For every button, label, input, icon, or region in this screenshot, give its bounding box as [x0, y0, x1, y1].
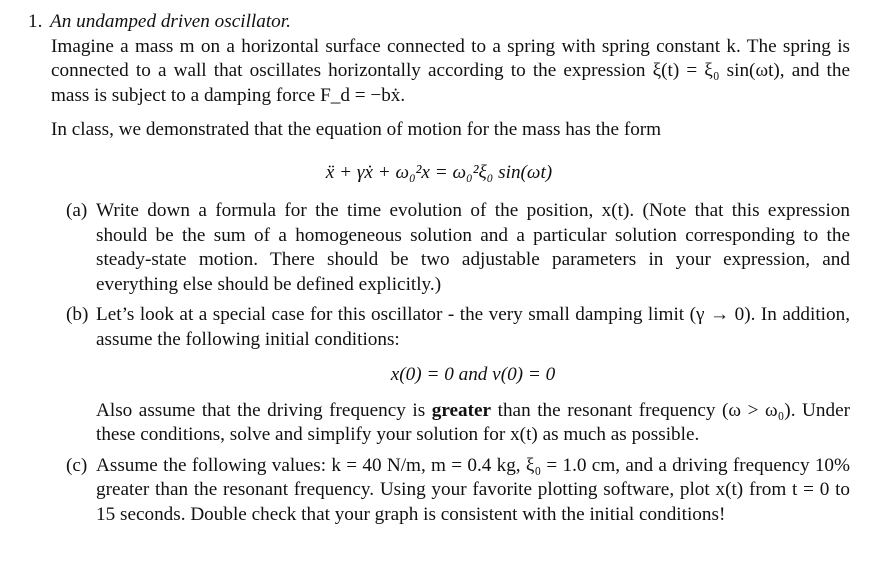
part-label: (a) [66, 200, 88, 221]
problem-number: 1. [28, 11, 43, 32]
initial-conditions: x(0) = 0 and v(0) = 0 [390, 364, 556, 385]
problem-1 [28, 10, 850, 533]
followup-bold: greater [431, 399, 492, 421]
problem-title: An undamped driven oscillator. [50, 11, 291, 32]
followup-text-1: Also assume that the driving frequency is [96, 399, 432, 421]
followup-text-2: than the resonant frequency (ω > ω₀). Under these conditions, solve and simplify your solution for x(t) as much as possible. [96, 399, 851, 445]
equation-of-motion: ẍ + γẋ + ω₀²x = ω₀²ξ₀ sin(ωt) [325, 161, 553, 183]
part-label: (b) [66, 304, 89, 325]
part-a [66, 199, 850, 297]
part-c [66, 454, 850, 528]
part-c-text: Assume the following values: k = 40 N/m, m = 0.4 kg, ξ₀ = 1.0 cm, and a driving frequency 10% greater than the resonant frequency. Using your favorite plotting software, plot x(t) from t = 0 to 15 seconds. Double check that your graph is consistent with the initial conditions! [96, 454, 850, 525]
part-b [66, 303, 850, 448]
part-a-text: Write down a formula for the time evolution of the position, x(t). (Note that this expression should be the sum of a homogeneous solution and a particular solution corresponding to the steady-state motion. There should be two adjustable parameters in your expression, and everything else should be defined explicitly.) [96, 200, 850, 295]
part-b-text: Let’s look at a special case for this oscillator - the very small damping limit (γ → 0). In addition, assume the following initial conditions: [96, 304, 850, 350]
problem-intro: Imagine a mass m on a horizontal surface connected to a spring with spring constant k. The spring is connected to a wall that oscillates horizontally according to the expression ξ(t) = ξ₀ sin(ωt), and the mass is subject to a damping force F_d = −bẋ. [51, 35, 850, 106]
part-label: (c) [66, 454, 88, 476]
parts-list [66, 199, 850, 527]
part-b-followup [96, 399, 850, 448]
part-b-body [96, 303, 850, 448]
problem-heading [28, 10, 850, 35]
class-text: In class, we demonstrated that the equation of motion for the mass has the form [51, 119, 662, 140]
